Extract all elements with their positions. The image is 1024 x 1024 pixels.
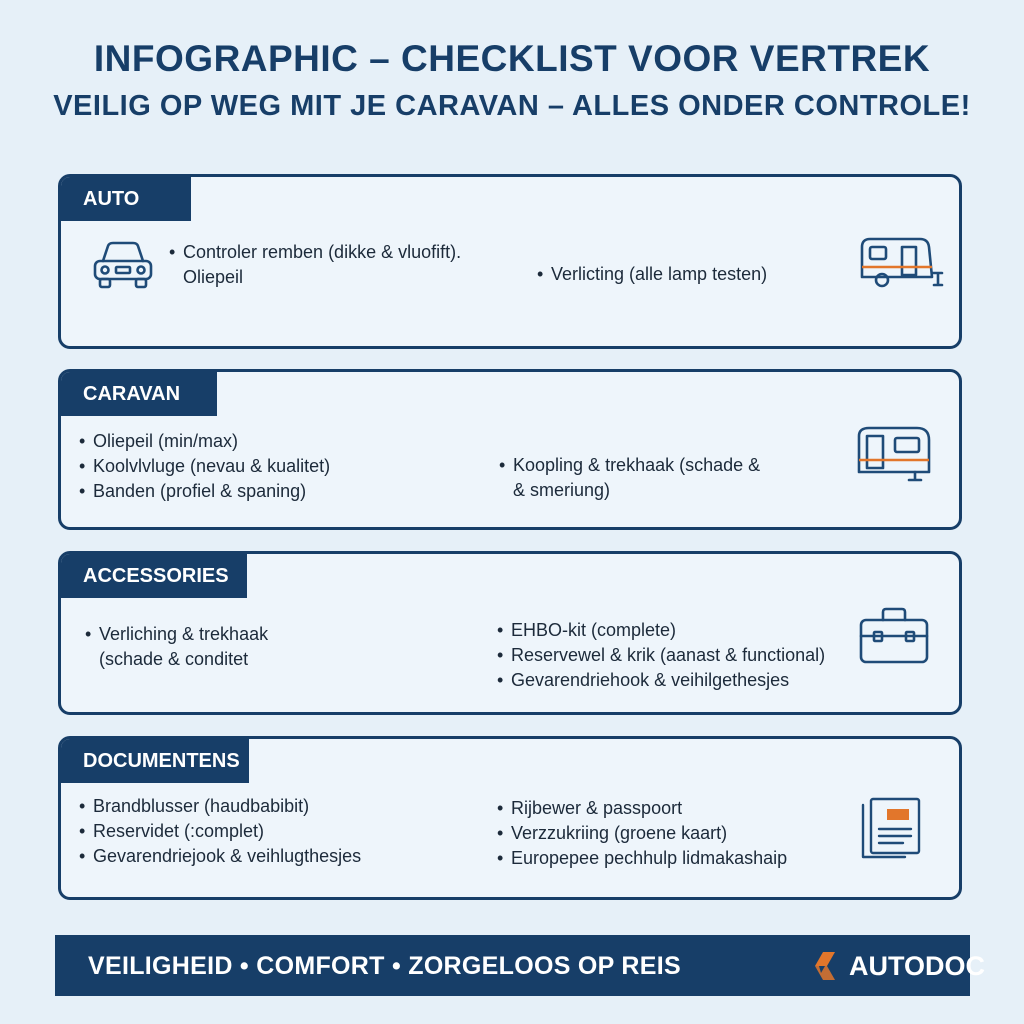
toolbox-icon bbox=[857, 606, 931, 668]
section-accessories bbox=[58, 551, 962, 715]
list-item: • Reservidet (:complet) bbox=[79, 819, 361, 844]
list-item: • Gevarendriejook & veihlugthesjes bbox=[79, 844, 361, 869]
footer-banner bbox=[55, 935, 986, 996]
accessories-list-right bbox=[497, 618, 825, 693]
section-documents bbox=[58, 736, 962, 900]
list-item: • Banden (profiel & spaning) bbox=[79, 479, 330, 504]
documents-icon bbox=[859, 795, 925, 863]
documents-list-right bbox=[497, 796, 787, 871]
section-auto-label: AUTO bbox=[61, 177, 191, 221]
footer-tagline: VEILIGHEID • COMFORT • ZORGELOOS OP REIS bbox=[88, 952, 681, 980]
list-item: • Oliepeil (min/max) bbox=[79, 429, 330, 454]
accessories-list-left bbox=[85, 622, 268, 672]
section-accessories-label: ACCESSORIES bbox=[61, 554, 247, 598]
caravan-list-left bbox=[79, 429, 330, 504]
list-item: Oliepeil bbox=[183, 267, 244, 287]
list-item: • Koolvlvluge (nevau & kualitet) bbox=[79, 454, 330, 479]
caravan-front-icon bbox=[853, 422, 933, 484]
list-item: • Gevarendriehook & veihilgethesjes bbox=[497, 668, 825, 693]
section-auto bbox=[58, 174, 962, 349]
list-item: & smeriung) bbox=[513, 480, 611, 500]
list-item: • EHBO-kit (complete) bbox=[497, 618, 825, 643]
brand-name: AUTODOC bbox=[849, 951, 986, 981]
page-subtitle: VEILIG OP WEG MIT JE CARAVAN – ALLES ONDER CONTROLE! bbox=[53, 90, 971, 122]
caravan-icon bbox=[854, 233, 944, 293]
car-icon bbox=[89, 237, 157, 293]
list-item: • Verzzukriing (groene kaart) bbox=[497, 821, 787, 846]
list-item: • Verlicting (alle lamp testen) bbox=[537, 262, 767, 287]
list-item: • Verliching & trekhaak bbox=[85, 622, 268, 647]
auto-list-left bbox=[169, 240, 461, 290]
list-item: • Reservewel & krik (aanast & functional) bbox=[497, 643, 825, 668]
list-item: • Brandblusser (haudbabibit) bbox=[79, 794, 361, 819]
caravan-list-right bbox=[499, 453, 760, 503]
page-title: INFOGRAPHIC – CHECKLIST VOOR VERTREK bbox=[93, 38, 931, 79]
list-item: (schade & conditet bbox=[99, 649, 249, 669]
list-item: • Controler remben (dikke & vluofift). bbox=[169, 240, 461, 265]
list-item: • Koopling & trekhaak (schade & bbox=[499, 453, 760, 478]
section-caravan-label: CARAVAN bbox=[61, 372, 217, 416]
section-documents-label: DOCUMENTENS bbox=[61, 739, 249, 783]
list-item: • Rijbewer & passpoort bbox=[497, 796, 787, 821]
autodoc-logo-icon bbox=[807, 950, 843, 982]
section-caravan bbox=[58, 369, 962, 530]
list-item: • Europepee pechhulp lidmakashaip bbox=[497, 846, 787, 871]
documents-list-left bbox=[79, 794, 361, 869]
brand-logo bbox=[807, 950, 986, 982]
auto-list-right bbox=[537, 262, 767, 287]
